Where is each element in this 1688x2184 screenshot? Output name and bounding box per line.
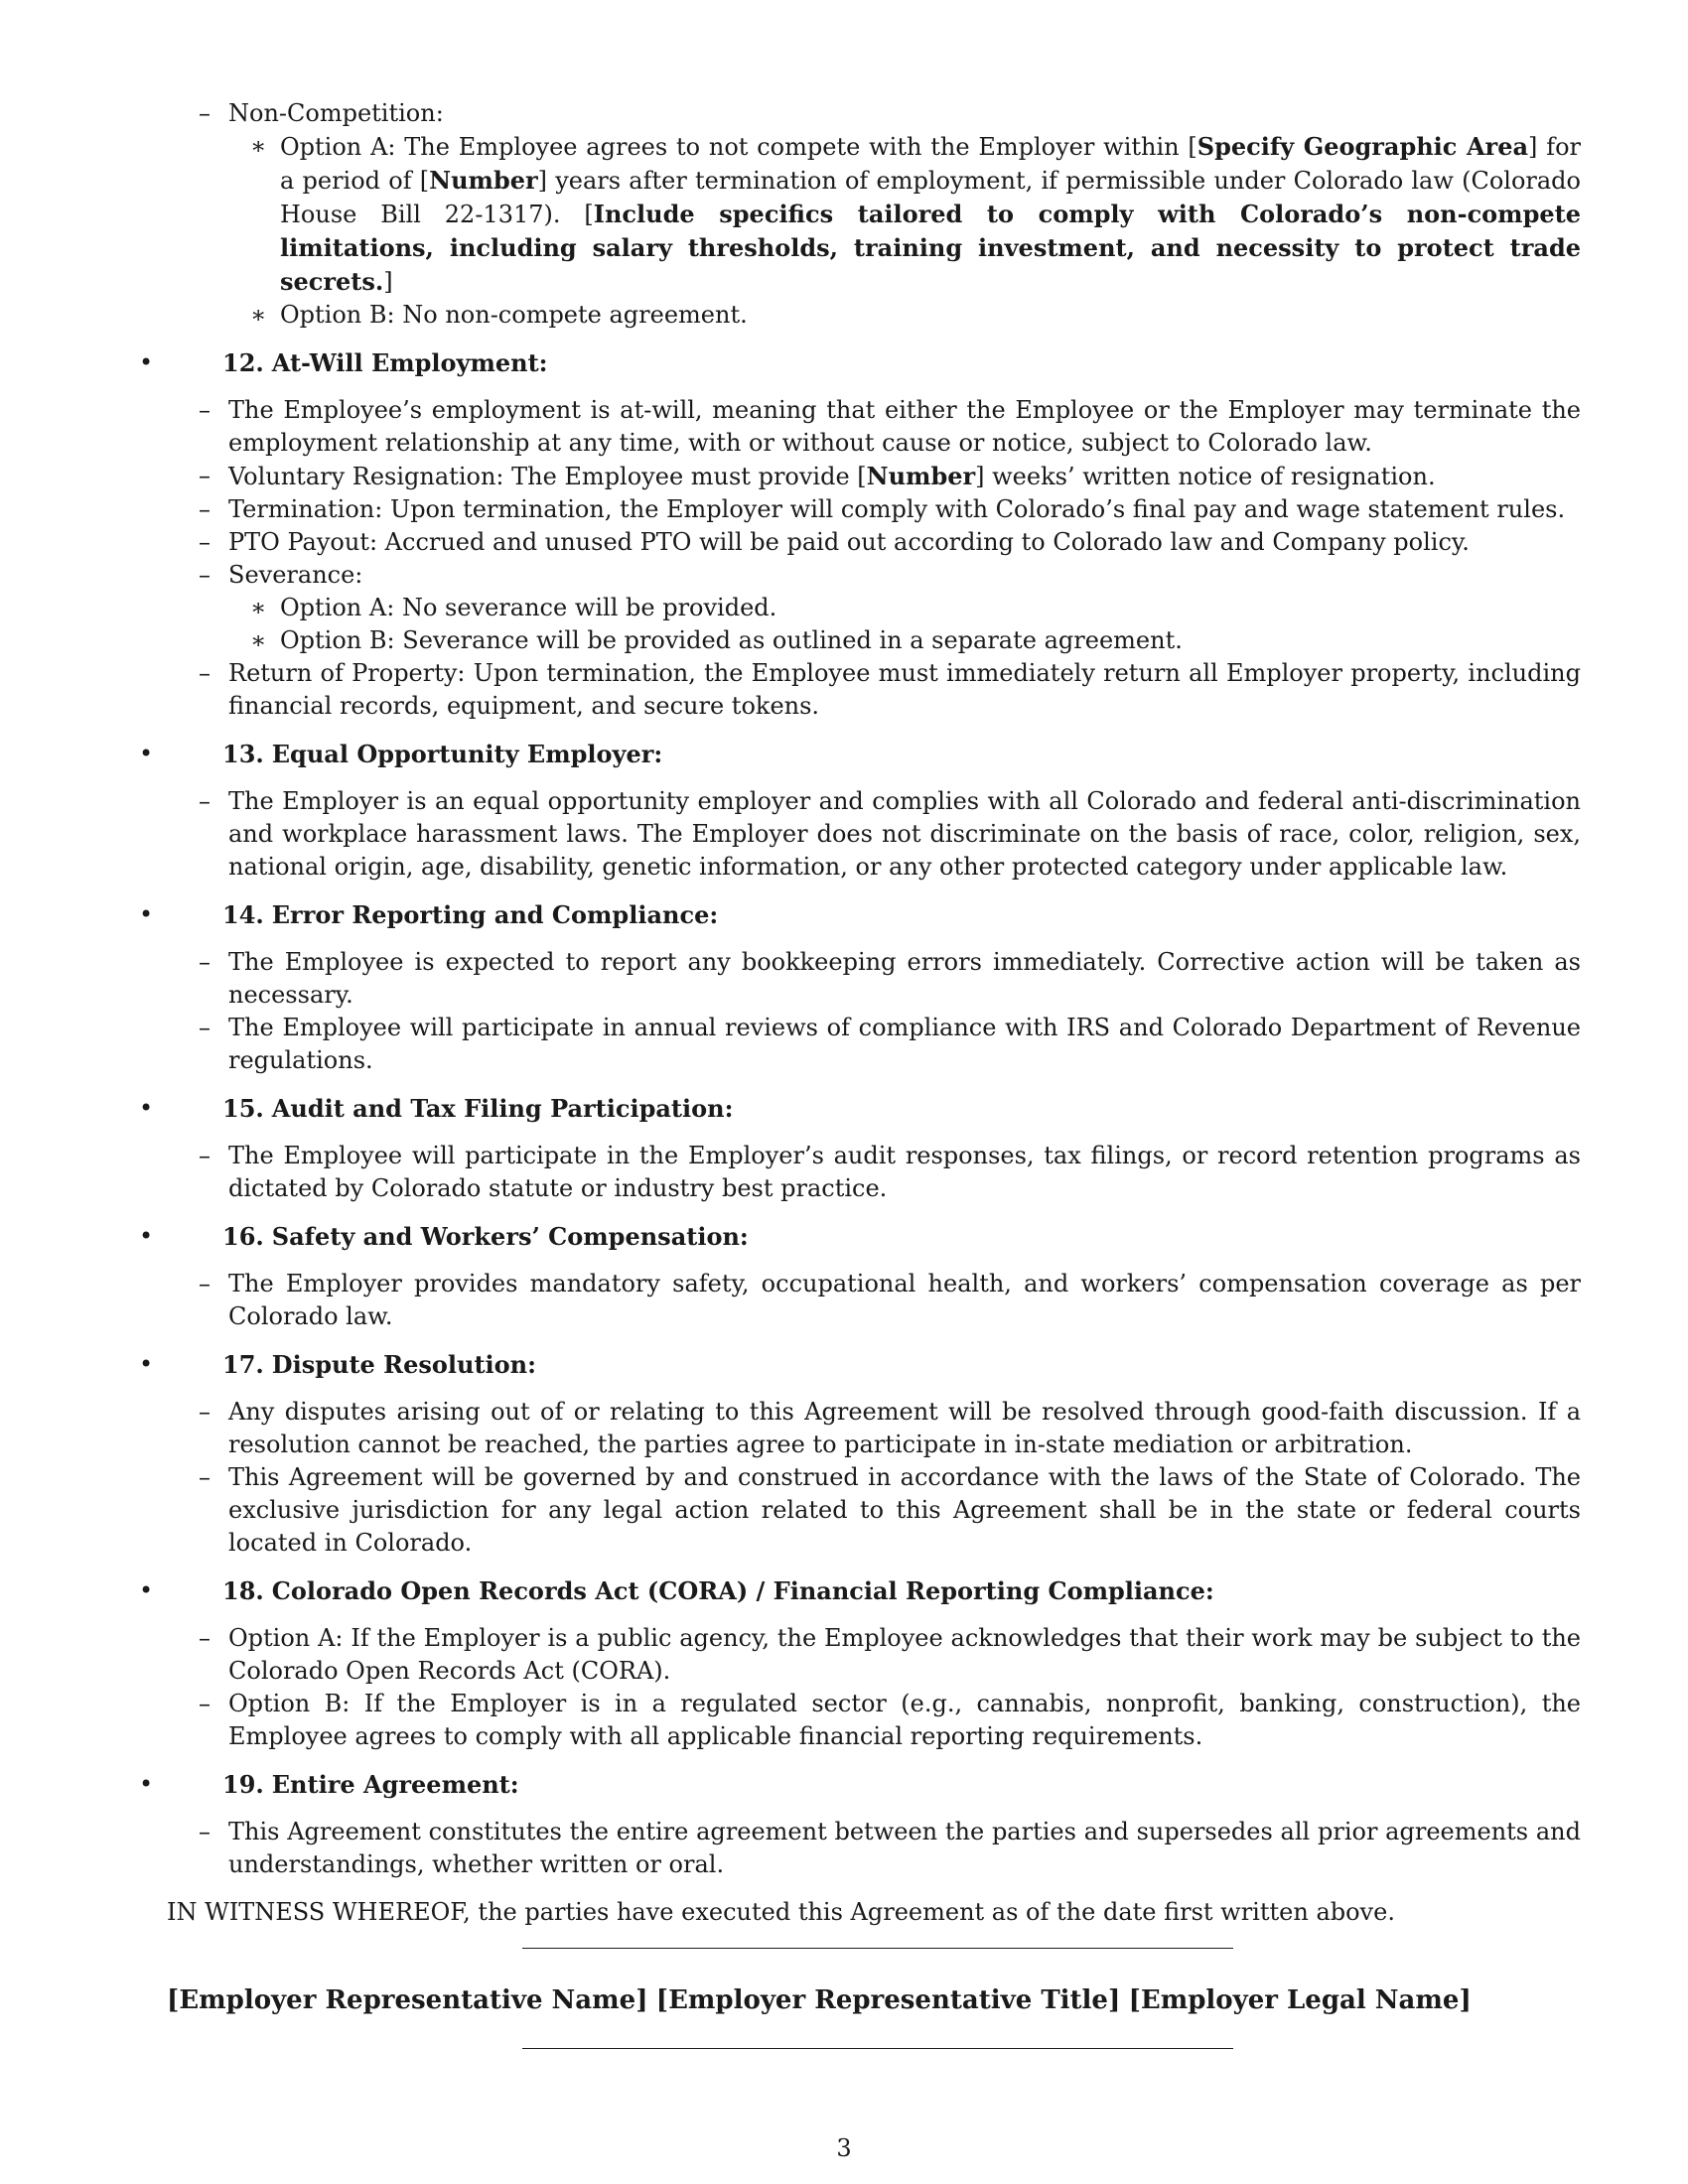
signature-line-employer (522, 1948, 1233, 1949)
list-item: – Severance: (199, 561, 363, 589)
witness-statement: IN WITNESS WHEREOF, the parties have executed this Agreement as of the date first written above. (167, 1898, 1395, 1926)
list-item (167, 130, 1581, 299)
page-number: 3 (836, 2134, 852, 2162)
list-item: – Option A: If the Employer is a public agency, the Employee acknowledges that their work may be subject to the Colorado Open Records Act (CORA). (199, 1624, 1581, 1685)
list-item: – Voluntary Resignation: The Employee must provide [Number] weeks’ written notice of resignation. (199, 462, 1436, 490)
section-17 (139, 1348, 1581, 1560)
section-heading: • 15. Audit and Tax Filing Participation: (139, 1094, 734, 1123)
document-body (139, 97, 1582, 1929)
section-18 (139, 1574, 1581, 1753)
list-item: – Any disputes arising out of or relating to this Agreement will be resolved through good-faith discussion. If a resolution cannot be reached, the parties agree to participate in in-state mediation or arbitration. (199, 1398, 1581, 1458)
list-item (167, 299, 1581, 332)
section-heading: • 14. Error Reporting and Compliance: (139, 900, 719, 929)
list-item: – The Employee is expected to report any bookkeeping errors immediately. Corrective action will be taken as necessary. (199, 948, 1581, 1009)
list-item: – PTO Payout: Accrued and unused PTO will be paid out according to Colorado law and Company policy. (199, 528, 1470, 556)
section-12 (139, 346, 1581, 723)
list-item (167, 97, 1581, 130)
list-item: – The Employee will participate in the Employer’s audit responses, tax filings, or record retention programs as dictated by Colorado statute or industry best practice. (199, 1142, 1581, 1202)
section-heading: • 19. Entire Agreement: (139, 1770, 519, 1799)
list-item: – The Employer provides mandatory safety, occupational health, and workers’ compensation coverage as per Colorado law. (199, 1270, 1581, 1330)
asterisk-marker: ∗ (250, 301, 267, 329)
list-item: – The Employee will participate in annual reviews of compliance with IRS and Colorado Department of Revenue regulations. (199, 1014, 1581, 1074)
section-heading: • 12. At-Will Employment: (139, 348, 548, 377)
option-b-text: Option B: No non-compete agreement. (280, 301, 748, 329)
list-item: – The Employer is an equal opportunity employer and complies with all Colorado and federal anti-discrimination and workplace harassment laws. The Employer does not discriminate on the basis of race, color, religion, sex, national origin, age, disability, genetic information, or any other protected category under applicable law. (199, 787, 1581, 881)
section-19 (139, 1768, 1581, 1881)
section-heading: • 13. Equal Opportunity Employer: (139, 740, 663, 768)
list-item: – Option B: If the Employer is in a regulated sector (e.g., cannabis, nonprofit, banking, construction), the Employee agrees to comply with all applicable financial reporting requirements. (199, 1690, 1581, 1750)
bullet-marker: • (139, 348, 154, 376)
list-item: ∗ Option A: No severance will be provided. (250, 594, 777, 621)
section-heading: • 18. Colorado Open Records Act (CORA) / Financial Reporting Compliance: (139, 1576, 1214, 1605)
list-item: ∗ Option B: Severance will be provided as outlined in a separate agreement. (250, 626, 1183, 654)
rep-title: Employer Representative Title (668, 1985, 1108, 2015)
dash-marker: – (199, 99, 211, 127)
section-heading: • 17. Dispute Resolution: (139, 1350, 536, 1379)
section-14 (139, 898, 1581, 1077)
section-13 (139, 738, 1581, 884)
list-item: – This Agreement constitutes the entire agreement between the parties and supersedes all prior agreements and understandings, whether written or oral. (199, 1818, 1581, 1878)
rep-name: Employer Representative Name (179, 1985, 636, 2015)
list-item: – The Employee’s employment is at-will, meaning that either the Employee or the Employer may terminate the employment relationship at any time, with or without cause or notice, subject to Colorado law. (199, 396, 1581, 457)
signature-line-employee (522, 2048, 1233, 2049)
section-16 (139, 1220, 1581, 1333)
option-a-text: Option A: The Employee agrees to not compete with the Employer within [Specify Geographic Area] for a period of [Number] years after termination of employment, if permissible under Colorado law (Colorado House Bill 22-1317). [Include specifics tailored to comply with Colorado’s non-compete limitations, including salary thresholds, training investment, and necessity to protect trade secrets.] (280, 132, 1582, 296)
signature-block: [Employer Representative Name] [Employer Representative Title] [Employer Legal Name] (167, 1985, 1472, 2015)
non-compete-label: Non-Competition: (228, 99, 444, 127)
section-15 (139, 1092, 1581, 1205)
list-item: – Return of Property: Upon termination, the Employee must immediately return all Employer property, including financial records, equipment, and secure tokens. (199, 659, 1581, 720)
legal-name: Employer Legal Name (1140, 1985, 1460, 2015)
asterisk-marker: ∗ (250, 132, 267, 160)
list-item: – This Agreement will be governed by and construed in accordance with the laws of the State of Colorado. The exclusive jurisdiction for any legal action related to this Agreement shall be in the state or federal courts located in Colorado. (199, 1463, 1581, 1557)
section-heading: • 16. Safety and Workers’ Compensation: (139, 1222, 749, 1251)
list-item: – Termination: Upon termination, the Employer will comply with Colorado’s final pay and wage statement rules. (199, 495, 1566, 523)
